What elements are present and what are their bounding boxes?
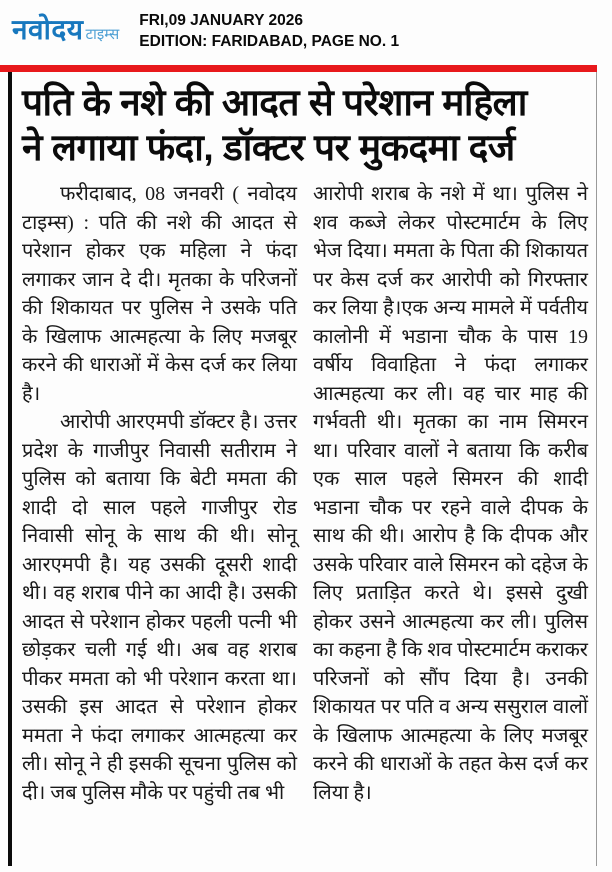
newspaper-logo	[12, 10, 119, 44]
logo-main-text: नवोदय	[12, 14, 84, 45]
paragraph-dateline: फरीदाबाद, 08 जनवरी ( नवोदय टाइम्स) : पति की नशे की आदत से परेशान होकर एक महिला ने फंदा लगाकर जान दे दी। मृतका के परिजनों की शिकायत पर पुलिस ने उसके पति के खिलाफ आत्महत्या के लिए मजबूर करने की धाराओं में केस दर्ज कर लिया है।	[22, 183, 297, 405]
masthead	[0, 0, 612, 52]
article-box	[8, 72, 597, 866]
date-line: FRI,09 JANUARY 2026	[139, 12, 303, 29]
body-column-left	[22, 180, 297, 807]
headline-line-2: ने लगाया फंदा, डॉक्टर पर मुकदमा दर्ज	[22, 127, 515, 168]
paragraph-accused-details: आरोपी आरएमपी डॉक्टर है। उत्तर प्रदेश के गाजीपुर निवासी सतीराम ने पुलिस को बताया कि बेटी ममता की शादी दो साल पहले गाजीपुर रोड निवासी सोनू के साथ की थी। सोनू आरएमपी है। यह उसकी दूसरी शादी थी। वह शराब पीने का आदी है। उसकी आदत से परेशान होकर पहली पत्नी भी छोड़कर चली गई थी। अब वह शराब पीकर ममता को भी परेशान करता था। उसकी इस आदत से परेशान होकर ममता ने फंदा लगाकर आत्महत्या कर ली। सोनू ने ही इसकी सूचना पुलिस को दी। जब पुलिस मौके पर पहुंची तब भी	[22, 411, 297, 804]
edition-line: EDITION: FARIDABAD, PAGE NO. 1	[139, 33, 400, 50]
headline-line-1: पति के नशे की आदत से परेशान महिला	[22, 82, 527, 123]
logo-sub-text: टाइम्स	[85, 26, 120, 43]
body-column-right	[313, 180, 588, 807]
article-headline	[20, 78, 590, 170]
paragraph-continuation: आरोपी शराब के नशे में था। पुलिस ने शव कब्जे लेकर पोस्टमार्टम के लिए भेज दिया। ममता के पिता की शिकायत पर केस दर्ज कर आरोपी को गिरफ्तार कर लिया है।एक अन्य मामले में पर्वतीय कालोनी में भडाना चौक के पास 19 वर्षीय विवाहिता ने फंदा लगाकर आत्महत्या कर ली। वह चार माह की गर्भवती थी। मृतका का नाम सिमरन था। परिवार वालों ने बताया कि करीब एक साल पहले सिमरन की शादी भडाना चौक पर रहने वाले दीपक के साथ की थी। आरोप है कि दीपक और उसके परिवार वाले सिमरन को दहेज के लिए प्रताड़ित करते थे। इससे दुखी होकर उसने आत्महत्या कर ली। पुलिस का कहना है कि शव पोस्टमार्टम कराकर परिजनों को सौंप दिया है। उनकी शिकायत पर पति व अन्य ससुराल वालों के खिलाफ आत्महत्या के लिए मजबूर करने की धाराओं के तहत केस दर्ज कर लिया है।	[313, 183, 588, 804]
article-body	[20, 180, 590, 807]
red-divider-bar	[0, 65, 597, 72]
publication-info	[139, 10, 399, 52]
